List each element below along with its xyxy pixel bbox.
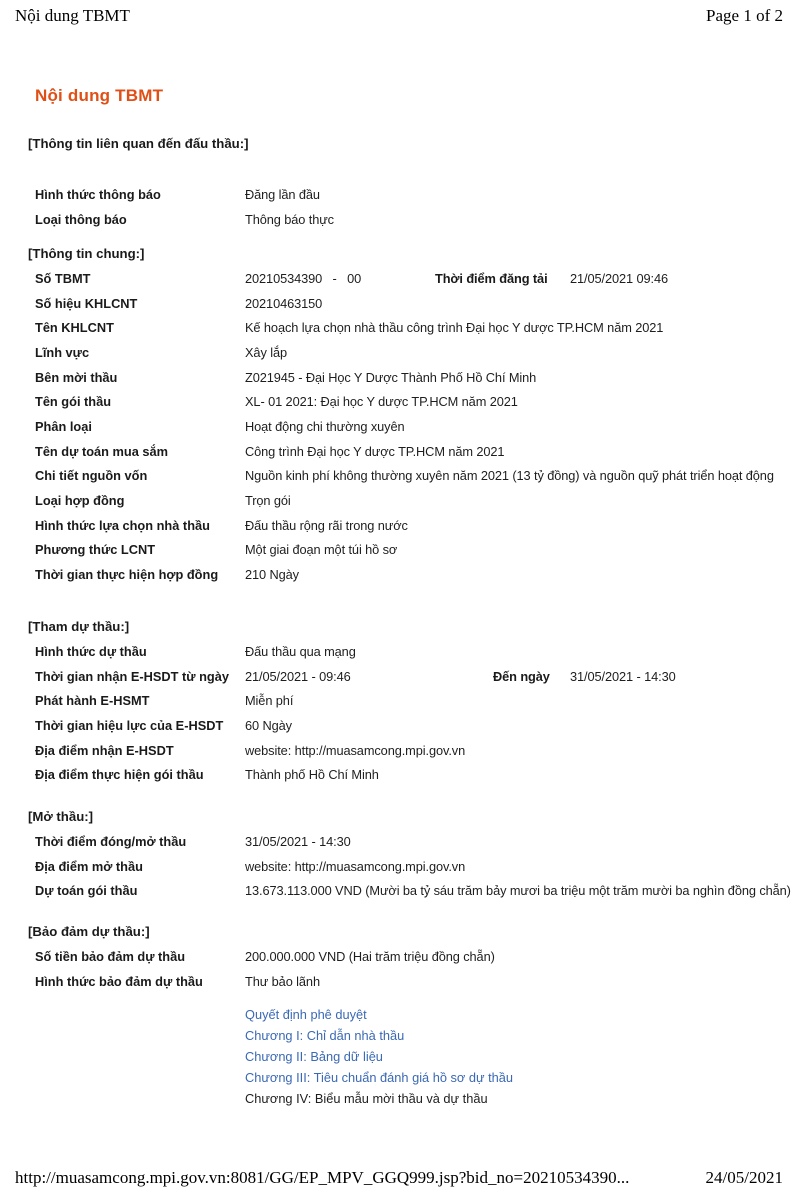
page-title: Nội dung TBMT	[35, 86, 164, 105]
section-general-info	[0, 244, 796, 587]
field-label: Địa điểm mở thầu	[35, 858, 143, 874]
section-bidding-related-info	[0, 134, 796, 231]
until-date-label: Đến ngày	[493, 668, 550, 684]
field-value: 13.673.113.000 VND (Mười ba tỷ sáu trăm bảy mươi ba triệu một trăm mười ba nghìn đồng chẵn)	[245, 883, 791, 899]
field-row-ehsmt-issuance	[0, 688, 796, 713]
field-rows	[0, 182, 796, 231]
field-value: Kế hoạch lựa chọn nhà thầu công trình Đại học Y dược TP.HCM năm 2021	[245, 320, 664, 336]
field-value: Miễn phí	[245, 693, 294, 709]
field-label: Chi tiết nguồn vốn	[35, 468, 148, 484]
print-header-page-number: Page 1 of 2	[706, 6, 783, 25]
field-label: Thời gian hiệu lực của E-HSDT	[35, 717, 224, 733]
field-label: Số hiệu KHLCNT	[35, 295, 138, 311]
field-label: Loại thông báo	[35, 211, 127, 227]
field-row-opening-location	[0, 854, 796, 879]
section-bid-participation	[0, 617, 796, 787]
field-label: Phát hành E-HSMT	[35, 693, 150, 709]
field-row-tbmt-number	[0, 266, 796, 291]
section-bid-opening	[0, 807, 796, 903]
field-label: Số TBMT	[35, 270, 91, 286]
field-label: Tên gói thầu	[35, 394, 112, 410]
field-row-package-location	[0, 762, 796, 787]
field-row-ehsdt-period	[0, 664, 796, 689]
field-row-ehsdt-validity	[0, 713, 796, 738]
field-value: XL- 01 2021: Đại học Y dược TP.HCM năm 2021	[245, 394, 518, 410]
section-header: [Tham dự thầu:]	[28, 619, 130, 634]
field-label: Tên KHLCNT	[35, 320, 114, 336]
field-label: Loại hợp đồng	[35, 493, 125, 509]
field-rows	[0, 944, 796, 993]
section-header: [Mở thầu:]	[28, 809, 94, 824]
field-label: Hình thức dự thầu	[35, 643, 147, 659]
field-label: Hình thức lựa chọn nhà thầu	[35, 517, 210, 533]
field-label: Lĩnh vực	[35, 344, 90, 360]
posting-time-label: Thời điểm đăng tải	[435, 270, 548, 286]
print-footer-date: 24/05/2021	[705, 1168, 783, 1187]
field-row-procuring-entity	[0, 365, 796, 390]
field-value: Trọn gói	[245, 493, 291, 509]
field-value: Thông báo thực	[245, 211, 334, 227]
ehsdt-from-value: 21/05/2021 - 09:46	[245, 668, 351, 684]
field-value: 31/05/2021 - 14:30	[245, 833, 351, 849]
field-row-bid-form	[0, 639, 796, 664]
field-row-package-estimate	[0, 878, 796, 903]
field-row-ehsdt-location	[0, 738, 796, 763]
field-label: Thời điểm đóng/mở thầu	[35, 833, 187, 849]
field-row-contract-duration	[0, 562, 796, 587]
field-label: Tên dự toán mua sắm	[35, 443, 168, 459]
field-value: Xây lắp	[245, 344, 287, 360]
field-value: Công trình Đại học Y dược TP.HCM năm 2021	[245, 443, 505, 459]
field-row-security-amount	[0, 944, 796, 969]
field-rows	[0, 639, 796, 787]
field-label: Địa điểm nhận E-HSDT	[35, 742, 174, 758]
link-chapter-2-data-sheet[interactable]: Chương II: Bảng dữ liệu	[245, 1049, 383, 1064]
field-rows	[0, 266, 796, 587]
field-value: 60 Ngày	[245, 717, 292, 733]
field-label: Địa điểm thực hiện gói thầu	[35, 767, 204, 783]
field-row-capital-detail	[0, 464, 796, 489]
link-chapter-3-evaluation-criteria[interactable]: Chương III: Tiêu chuẩn đánh giá hồ sơ dự thầu	[245, 1070, 513, 1085]
field-value: website: http://muasamcong.mpi.gov.vn	[245, 742, 466, 758]
field-value: Z021945 - Đại Học Y Dược Thành Phố Hồ Chí Minh	[245, 369, 537, 385]
field-value: 200.000.000 VND (Hai trăm triệu đồng chẵn)	[245, 948, 495, 964]
field-value: Một giai đoạn một túi hồ sơ	[245, 542, 398, 558]
section-header: [Thông tin chung:]	[28, 246, 145, 261]
field-label: Số tiền bảo đảm dự thầu	[35, 948, 186, 964]
field-value	[245, 669, 796, 684]
field-row-khlcnt-number	[0, 291, 796, 316]
field-row-lcnt-method	[0, 538, 796, 563]
field-label: Dự toán gói thầu	[35, 883, 138, 899]
field-row-closing-opening-time	[0, 829, 796, 854]
field-row-selection-method	[0, 513, 796, 538]
section-bid-security	[0, 922, 796, 993]
field-value: Nguồn kinh phí không thường xuyên năm 2021 (13 tỷ đồng) và nguồn quỹ phát triển hoạt động	[245, 468, 774, 484]
tbmt-number-value: 20210534390 - 00	[245, 270, 362, 286]
field-label: Hình thức thông báo	[35, 186, 161, 202]
posting-time-value: 21/05/2021 09:46	[570, 270, 669, 286]
field-value	[245, 271, 796, 286]
field-value: 210 Ngày	[245, 567, 299, 583]
field-label: Phân loại	[35, 418, 92, 434]
link-approval-decision[interactable]: Quyết định phê duyệt	[245, 1007, 367, 1022]
field-value: 20210463150	[245, 295, 323, 311]
field-value: Thành phố Hồ Chí Minh	[245, 767, 379, 783]
field-row-notice-type	[0, 207, 796, 232]
chapter-4-label: Chương IV: Biểu mẫu mời thầu và dự thầu	[245, 1091, 488, 1106]
field-value: website: http://muasamcong.mpi.gov.vn	[245, 858, 466, 874]
field-row-contract-type	[0, 488, 796, 513]
field-label: Hình thức bảo đảm dự thầu	[35, 973, 203, 989]
field-value: Đăng lần đầu	[245, 186, 320, 202]
field-label: Thời gian nhận E-HSDT từ ngày	[35, 668, 229, 684]
field-label: Bên mời thầu	[35, 369, 118, 385]
chapter-links	[245, 1004, 796, 1109]
print-header-title: Nội dung TBMT	[15, 6, 130, 25]
section-header: [Bảo đảm dự thầu:]	[28, 924, 150, 939]
field-row-classification	[0, 414, 796, 439]
print-footer	[15, 1168, 783, 1188]
field-value: Đấu thầu qua mạng	[245, 643, 356, 659]
field-row-field	[0, 340, 796, 365]
field-row-security-form	[0, 969, 796, 994]
field-value: Hoạt động chi thường xuyên	[245, 418, 405, 434]
field-label: Thời gian thực hiện hợp đồng	[35, 567, 219, 583]
field-rows	[0, 829, 796, 903]
until-date-value: 31/05/2021 - 14:30	[570, 668, 676, 684]
field-row-khlcnt-name	[0, 315, 796, 340]
field-row-estimate-name	[0, 439, 796, 464]
link-chapter-1-instructions[interactable]: Chương I: Chỉ dẫn nhà thầu	[245, 1028, 405, 1043]
field-row-package-name	[0, 389, 796, 414]
field-value: Thư bảo lãnh	[245, 973, 320, 989]
field-row-notice-form	[0, 182, 796, 207]
section-header: [Thông tin liên quan đến đấu thầu:]	[28, 136, 249, 151]
print-header	[15, 6, 783, 26]
field-value: Đấu thầu rộng rãi trong nước	[245, 517, 408, 533]
print-footer-url: http://muasamcong.mpi.gov.vn:8081/GG/EP_MPV_GGQ999.jsp?bid_no=20210534390...	[15, 1168, 630, 1187]
field-label: Phương thức LCNT	[35, 542, 156, 558]
